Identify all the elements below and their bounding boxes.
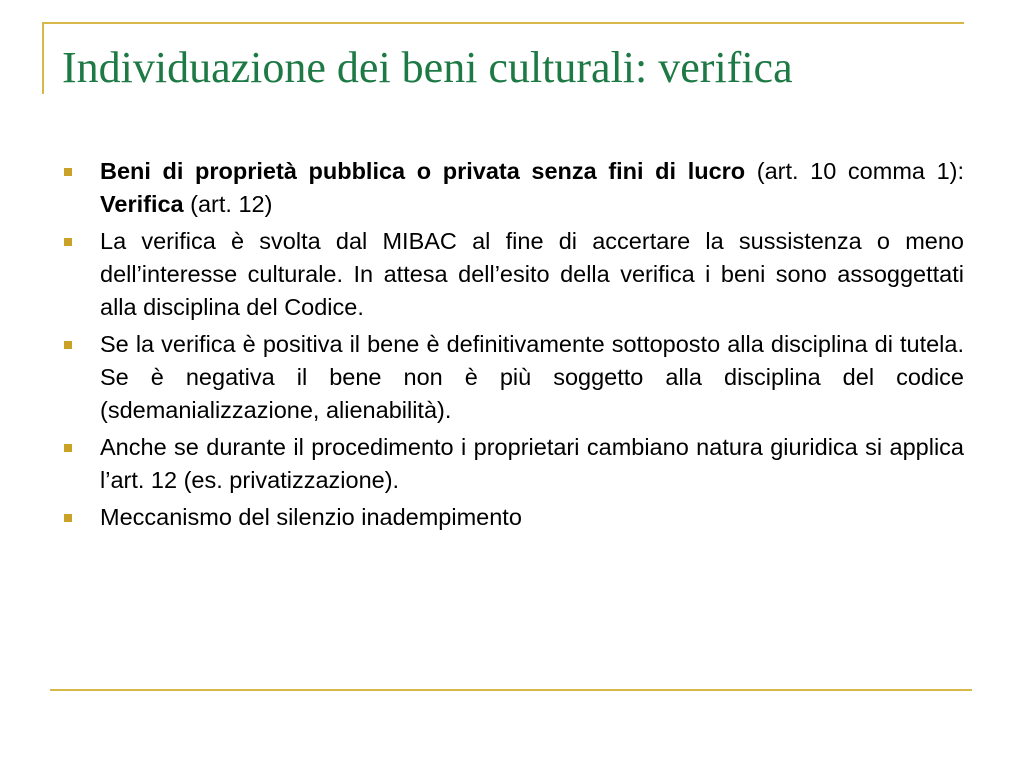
bullet-item [62,225,964,324]
square-bullet-icon [64,238,72,246]
bullet-item [62,155,964,221]
bullet-text-bold: Verifica [100,191,184,217]
bullet-text: (art. 12) [183,191,273,217]
square-bullet-icon [64,514,72,522]
bullet-text: (art. 10 comma 1): [745,158,965,184]
bullet-item [62,431,964,497]
bullet-list [62,155,964,538]
bullet-item [62,328,964,427]
bullet-text: Anche se durante il procedimento i proprietari cambiano natura giuridica si applica l’art. 12 (es. privatizzazione). [100,434,964,493]
square-bullet-icon [64,168,72,176]
bullet-text: Se la verifica è positiva il bene è definitivamente sottoposto alla disciplina di tutela. Se è negativa il bene non è più soggetto alla disciplina del codice (sdemanializzazione, alienabilità). [100,331,964,423]
frame-left-rule [42,22,44,94]
square-bullet-icon [64,444,72,452]
frame-top-rule [42,22,964,24]
bullet-text-bold: Beni di proprietà pubblica o privata senza fini di lucro [100,158,746,184]
slide-title: Individuazione dei beni culturali: verifica [62,43,793,92]
bullet-text: Meccanismo del silenzio inadempimento [100,504,522,530]
frame-bottom-rule [50,689,972,691]
bullet-item [62,501,964,534]
bullet-text: La verifica è svolta dal MIBAC al fine di accertare la sussistenza o meno dell’interesse culturale. In attesa dell’esito della verifica i beni sono assoggettati alla disciplina del Codice. [100,228,964,320]
square-bullet-icon [64,341,72,349]
